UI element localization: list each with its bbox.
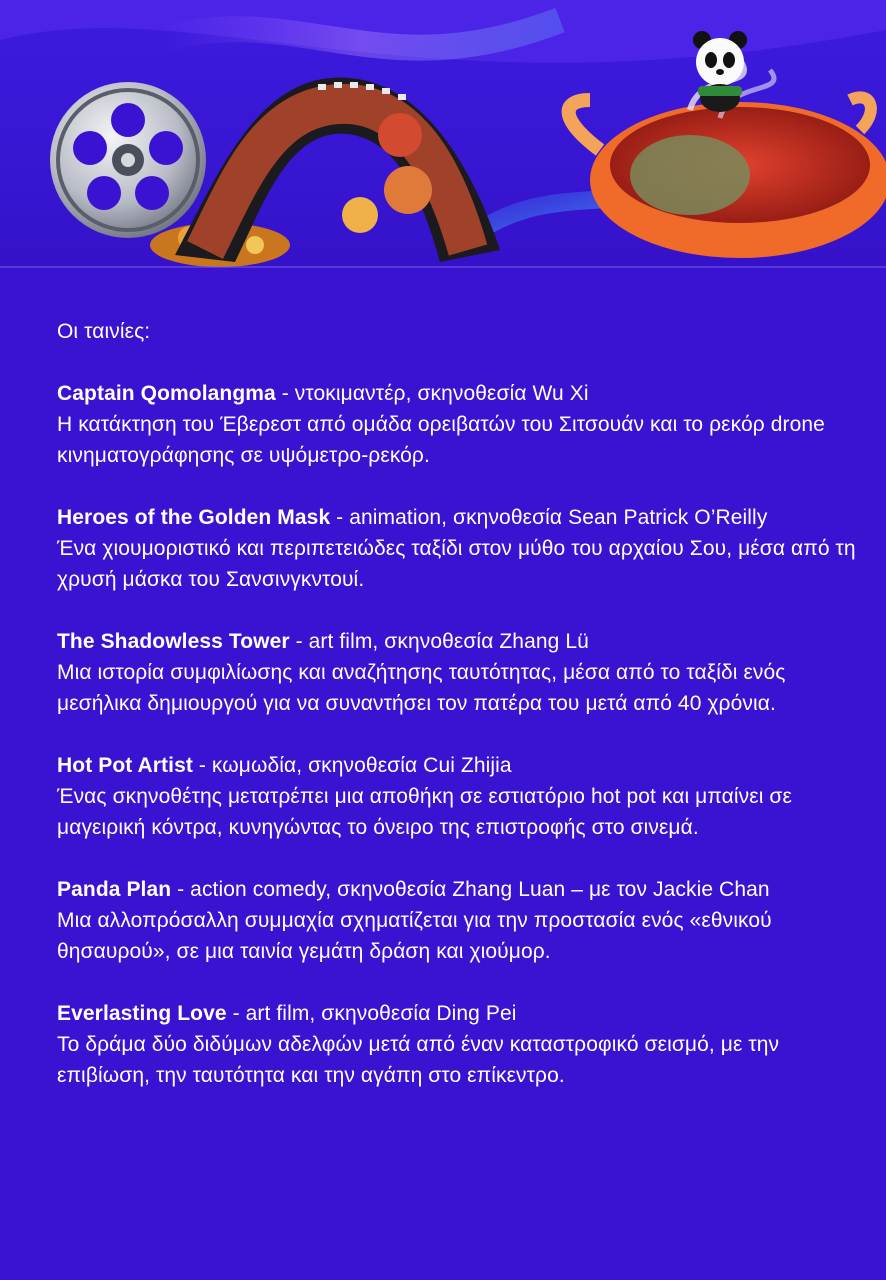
film-description: Το δράμα δύο διδύμων αδελφών μετά από έναν καταστροφικό σεισμό, με την επιβίωση, την ταυτότητα και την αγάπη στο επίκεντρο.	[57, 1033, 780, 1087]
film-meta: - art film, σκηνοθεσία Ding Pei	[226, 1002, 517, 1025]
film-entry	[57, 998, 857, 1091]
header-banner	[0, 0, 886, 268]
film-entry	[57, 378, 857, 471]
panda-icon	[693, 31, 747, 112]
film-entry	[57, 502, 857, 595]
film-reel-icon	[50, 82, 206, 238]
film-title: The Shadowless Tower	[57, 630, 290, 653]
film-meta: - art film, σκηνοθεσία Zhang Lü	[289, 630, 589, 653]
film-meta: - animation, σκηνοθεσία Sean Patrick O’Reilly	[330, 506, 768, 529]
film-entry	[57, 874, 857, 967]
film-title: Hot Pot Artist	[57, 754, 193, 777]
banner-illustration	[0, 0, 886, 268]
film-title: Captain Qomolangma	[57, 382, 276, 405]
film-description: Μια ιστορία συμφιλίωσης και αναζήτησης ταυτότητας, μέσα από το ταξίδι ενός μεσήλικα δημιουργού για να συναντήσει τον πατέρα του μετά από 40 χρόνια.	[57, 661, 786, 715]
film-description: Μια αλλοπρόσαλλη συμμαχία σχηματίζεται για την προστασία ενός «εθνικού θησαυρού», σε μια ταινία γεμάτη δράση και χιούμορ.	[57, 909, 772, 963]
film-strip-icon	[175, 78, 500, 262]
film-title: Heroes of the Golden Mask	[57, 506, 331, 529]
intro-heading: Οι ταινίες:	[57, 320, 151, 343]
film-meta: - action comedy, σκηνοθεσία Zhang Luan – με τον Jackie Chan	[171, 878, 770, 901]
film-description: Η κατάκτηση του Έβερεστ από ομάδα ορειβατών του Σιτσουάν και το ρεκόρ drone κινηματογράφησης σε υψόμετρο-ρεκόρ.	[57, 413, 825, 467]
banner-divider	[0, 266, 886, 268]
film-entry	[57, 750, 857, 843]
film-meta: - κωμωδία, σκηνοθεσία Cui Zhijia	[192, 754, 512, 777]
film-title: Everlasting Love	[57, 1002, 227, 1025]
film-list	[57, 316, 857, 1122]
film-title: Panda Plan	[57, 878, 172, 901]
film-meta: - ντοκιμαντέρ, σκηνοθεσία Wu Xi	[275, 382, 589, 405]
film-description: Ένας σκηνοθέτης μετατρέπει μια αποθήκη σε εστιατόριο hot pot και μπαίνει σε μαγειρική κόντρα, κυνηγώντας το όνειρο της επιστροφής στο σινεμά.	[57, 785, 792, 839]
film-description: Ένα χιουμοριστικό και περιπετειώδες ταξίδι στον μύθο του αρχαίου Σου, μέσα από τη χρυσή μάσκα του Σανσινγκντουί.	[57, 537, 856, 591]
film-entry	[57, 626, 857, 719]
